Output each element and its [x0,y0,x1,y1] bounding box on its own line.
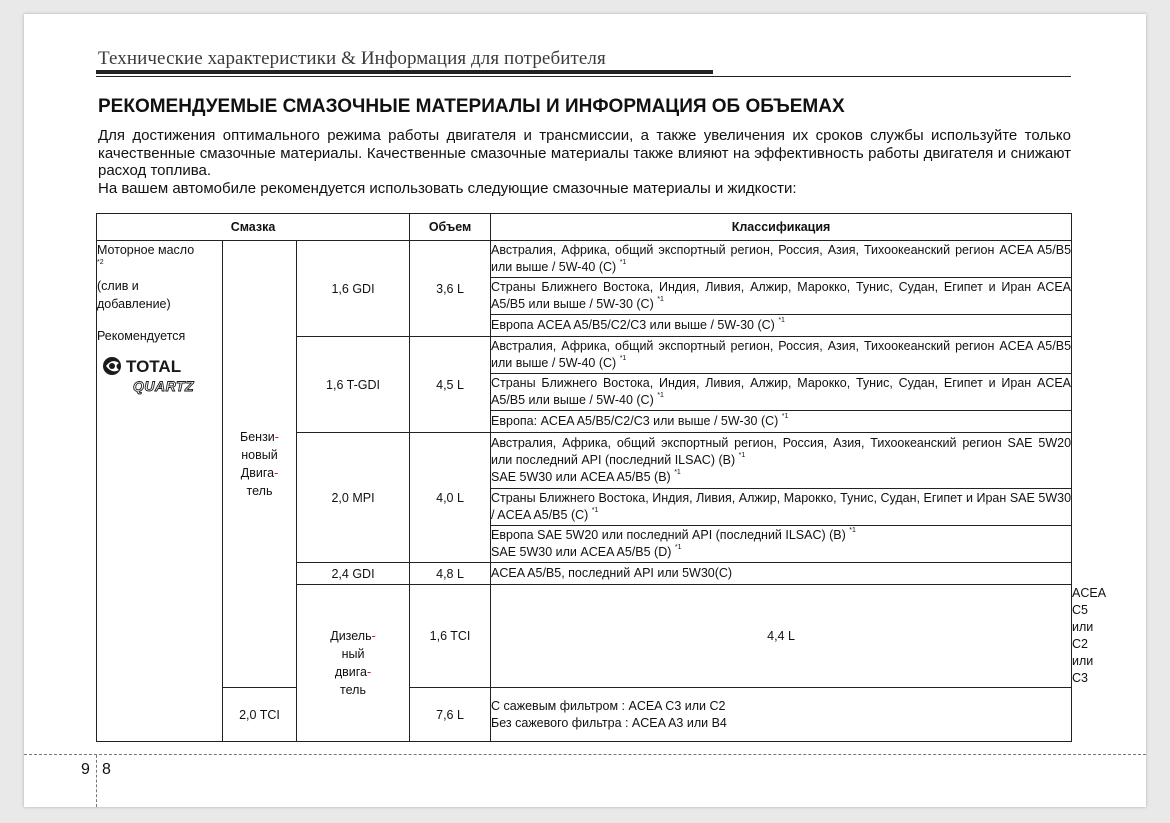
header-volume: Объем [410,214,491,241]
engine-volume: 4,5 L [410,337,491,433]
classification-cell: Австралия, Африка, общий экспортный регион, Россия, Азия, Тихоокеанский регион ACEA A5/B5 или выше / 5W-40 (C) $^{*1}$ [491,241,1072,278]
header-classification: Классификация [491,214,1072,241]
chapter-header-title: Технические характеристики & Информация для потребителя [98,48,606,69]
classification-cell: С сажевым фильтром : ACEA C3 или C2 Без сажевого фильтра : ACEA A3 или B4 [491,688,1072,742]
engine-volume: 4,8 L [410,563,491,585]
page-number: 8 [102,761,111,778]
footer-dashed-rule [24,754,1146,755]
intro-paragraph-1: Для достижения оптимального режима работы двигателя и трансмиссии, а также увеличения их сроков службы используйте только качественные смазочные материалы. Качественные смазочные материалы также влияют на эффективность работы двигателя и снижают расход топлива. [98,127,1071,179]
header-underline-bar [96,70,713,74]
engine-name: 2,0 MPI [297,433,410,563]
petrol-engine-cell: Бензи- новый Двига- тель [223,241,297,688]
section-title: РЕКОМЕНДУЕМЫЕ СМАЗОЧНЫЕ МАТЕРИАЛЫ И ИНФОРМАЦИЯ ОБ ОБЪЕМАХ [98,96,845,117]
header-rule [96,76,1071,77]
table-row [97,688,1072,742]
footer-dashed-divider [96,755,97,807]
engine-oil-cell [97,241,223,742]
diesel-engine-cell: Дизель- ный двига- тель [297,585,410,742]
classification-cell: Европа: ACEA A5/B5/C2/C3 или выше / 5W-30 (C) $^{*1}$ [491,411,1072,433]
engine-name: 2,0 TCI [223,688,297,742]
recommended-label: Рекомендуется [97,329,186,343]
classification-cell: Европа ACEA A5/B5/C2/C3 или выше / 5W-30 (C) $^{*1}$ [491,315,1072,337]
engine-name: 1,6 TCI [410,585,491,688]
classification-cell: Страны Ближнего Востока, Индия, Ливия, Алжир, Марокко, Тунис, Судан, Египет и Иран ACEA A5/B5 или выше / 5W-40 (C) $^{*1}$ [491,374,1072,411]
intro-text [98,127,1071,197]
svg-text:QUARTZ: QUARTZ [133,378,195,394]
header-lubricant: Смазка [97,214,410,241]
intro-paragraph-2: На вашем автомобиле рекомендуется использовать следующие смазочные материалы и жидкости: [98,179,797,197]
classification-cell: Страны Ближнего Востока, Индия, Ливия, Алжир, Марокко, Тунис, Судан, Египет и Иран ACEA A5/B5 или выше / 5W-30 (C) $^{*1}$ [491,278,1072,315]
classification-cell: ACEA A5/B5, последний API или 5W30(C) [491,563,1072,585]
chapter-number: 9 [81,761,90,778]
engine-volume: 3,6 L [410,241,491,337]
classification-cell: Страны Ближнего Востока, Индия, Ливия, Алжир, Марокко, Тунис, Судан, Египет и Иран SAE 5W30 / ACEA A5/B5 (C) $^{*1}$ [491,489,1072,526]
engine-oil-label: Моторное масло $^{*2}$ (слив и добавление) [97,243,195,311]
table-header-row [97,214,1072,241]
engine-name: 1,6 T-GDI [297,337,410,433]
table-row [97,241,1072,278]
engine-volume: 4,4 L [491,585,1072,688]
classification-cell: Австралия, Африка, общий экспортный регион, Россия, Азия, Тихоокеанский регион SAE 5W20 или последний API (последний ILSAC) (B) $^{*1}$ SAE 5W30 или ACEA A5/B5 (B) $^{*1}$ [491,433,1072,489]
svg-text:TOTAL: TOTAL [126,357,182,376]
classification-cell: Европа SAE 5W20 или последний API (последний ILSAC) (B) $^{*1}$ SAE 5W30 или ACEA A5/B5 (D) $^{*1}$ [491,526,1072,563]
manual-page [24,14,1146,807]
engine-name: 1,6 GDI [297,241,410,337]
footnote-mark: *2 [97,259,104,266]
classification-cell: Австралия, Африка, общий экспортный регион, Россия, Азия, Тихоокеанский регион ACEA A5/B5 или выше / 5W-40 (C) $^{*1}$ [491,337,1072,374]
total-quartz-logo [97,353,207,403]
engine-volume: 7,6 L [410,688,491,742]
engine-name: 2,4 GDI [297,563,410,585]
engine-volume: 4,0 L [410,433,491,563]
table-row: Дизель- ный двига- тель 1,6 TCI 4,4 L ACEA C5 или C2 или C3 [97,585,1072,688]
lubricant-table [96,213,1107,742]
